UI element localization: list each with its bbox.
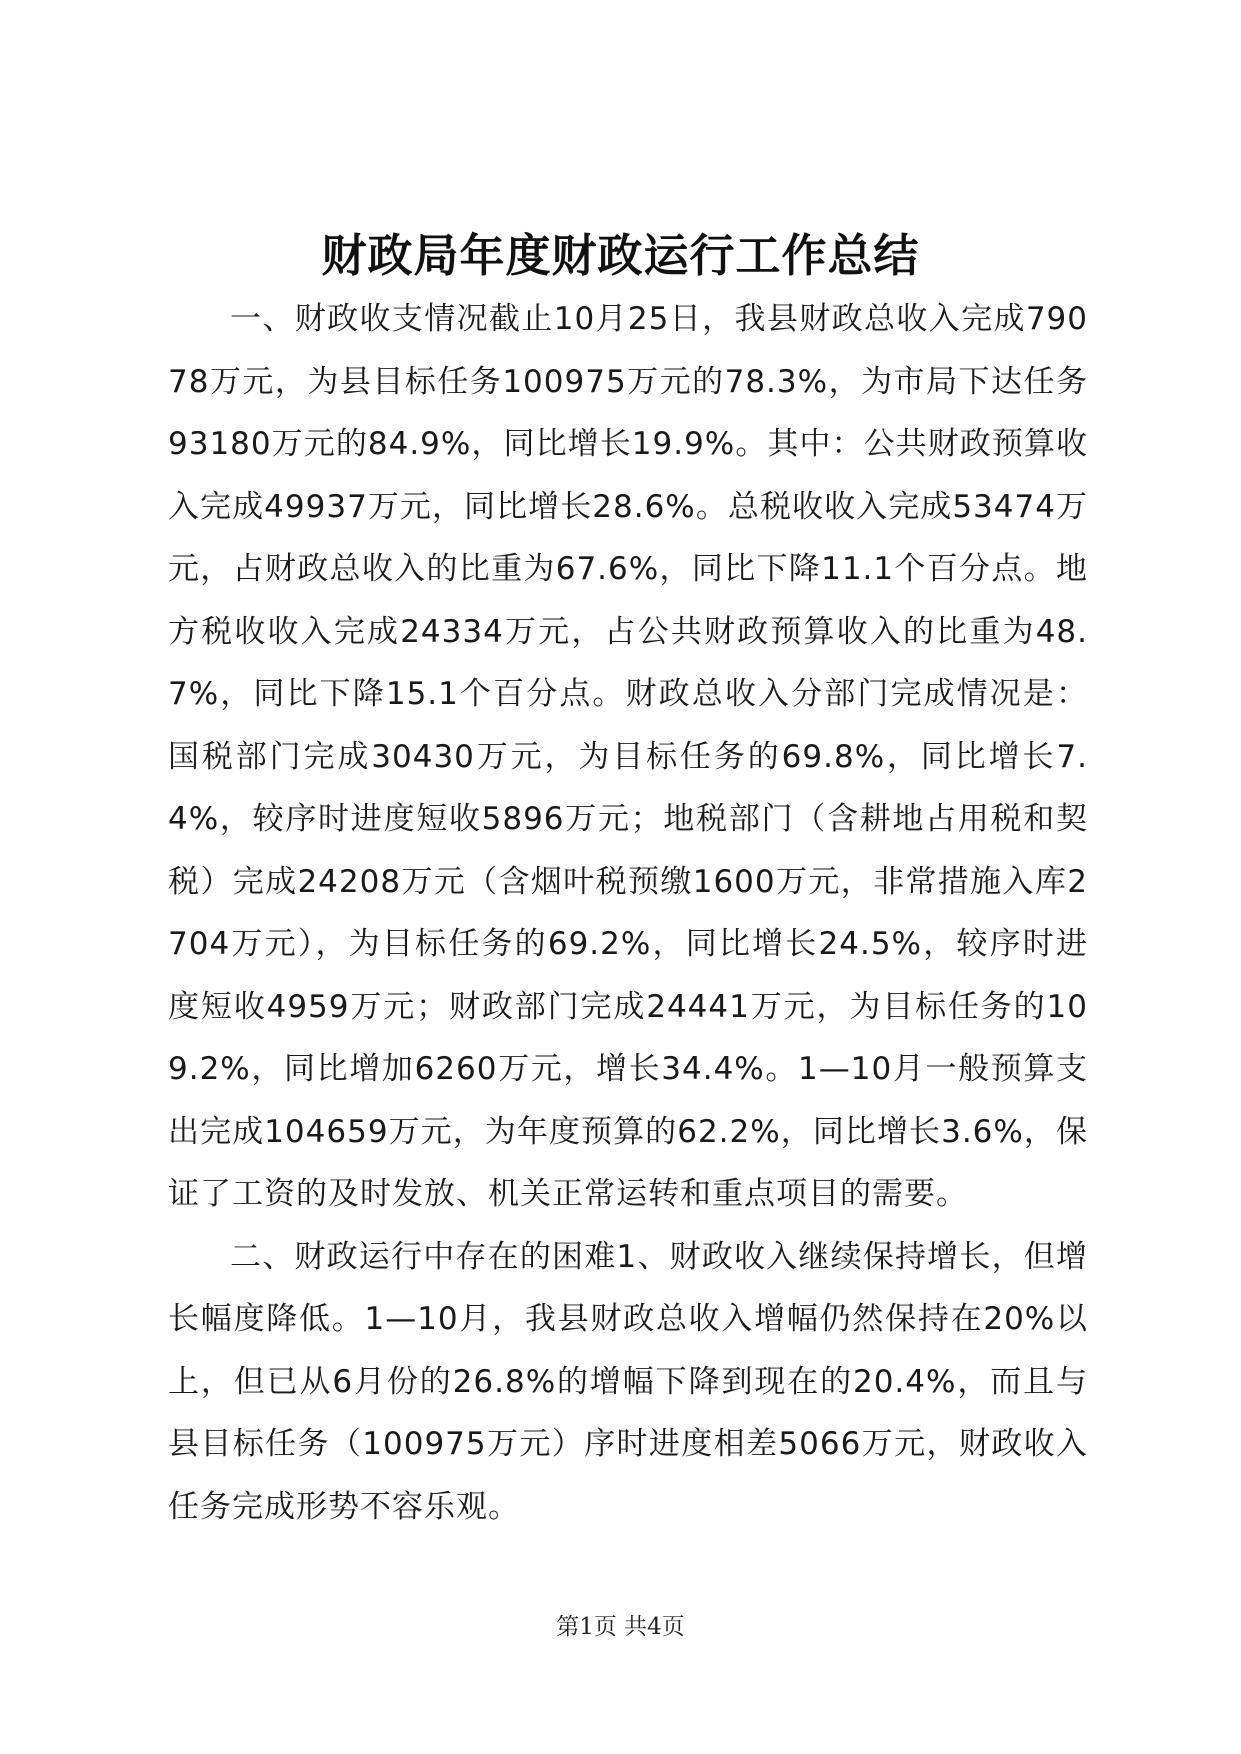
paragraph-1: 一、财政收支情况截止10月25日，我县财政总收入完成79078万元，为县目标任务100975万元的78.3%，为市局下达任务93180万元的84.9%，同比增长19.9%。其中：公共财政预算收入完成49937万元，同比增长28.6%。总税收收入完成53474万元，占财政总收入的比重为67.6%，同比下降11.1个百分点。地方税收收入完成24334万元，占公共财政预算收入的比重为48.7%，同比下降15.1个百分点。财政总收入分部门完成情况是：国税部门完成30430万元，为目标任务的69.8%，同比增长7.4%，较序时进度短收5896万元；地税部门（含耕地占用税和契税）完成24208万元（含烟叶税预缴1600万元，非常措施入库2704万元），为目标任务的69.2%，同比增长24.5%，较序时进度短收4959万元；财政部门完成24441万元，为目标任务的109.2%，同比增加6260万元，增长34.4%。1—10月一般预算支出完成104659万元，为年度预算的62.2%，同比增长3.6%，保证了工资的及时发放、机关正常运转和重点项目的需要。: [168, 301, 1088, 1212]
paragraph-2: 二、财政运行中存在的困难1、财政收入继续保持增长，但增长幅度降低。1—10月，我县财政总收入增幅仍然保持在20%以上，但已从6月份的26.8%的增幅下降到现在的20.4%，而且与县目标任务（100975万元）序时进度相差5066万元，财政收入任务完成形势不容乐观。: [168, 1238, 1088, 1525]
page-footer: 第1页 共4页: [556, 1614, 685, 1640]
document-title: 财政局年度财政运行工作总结: [321, 229, 920, 282]
document-body: [168, 288, 1088, 1538]
